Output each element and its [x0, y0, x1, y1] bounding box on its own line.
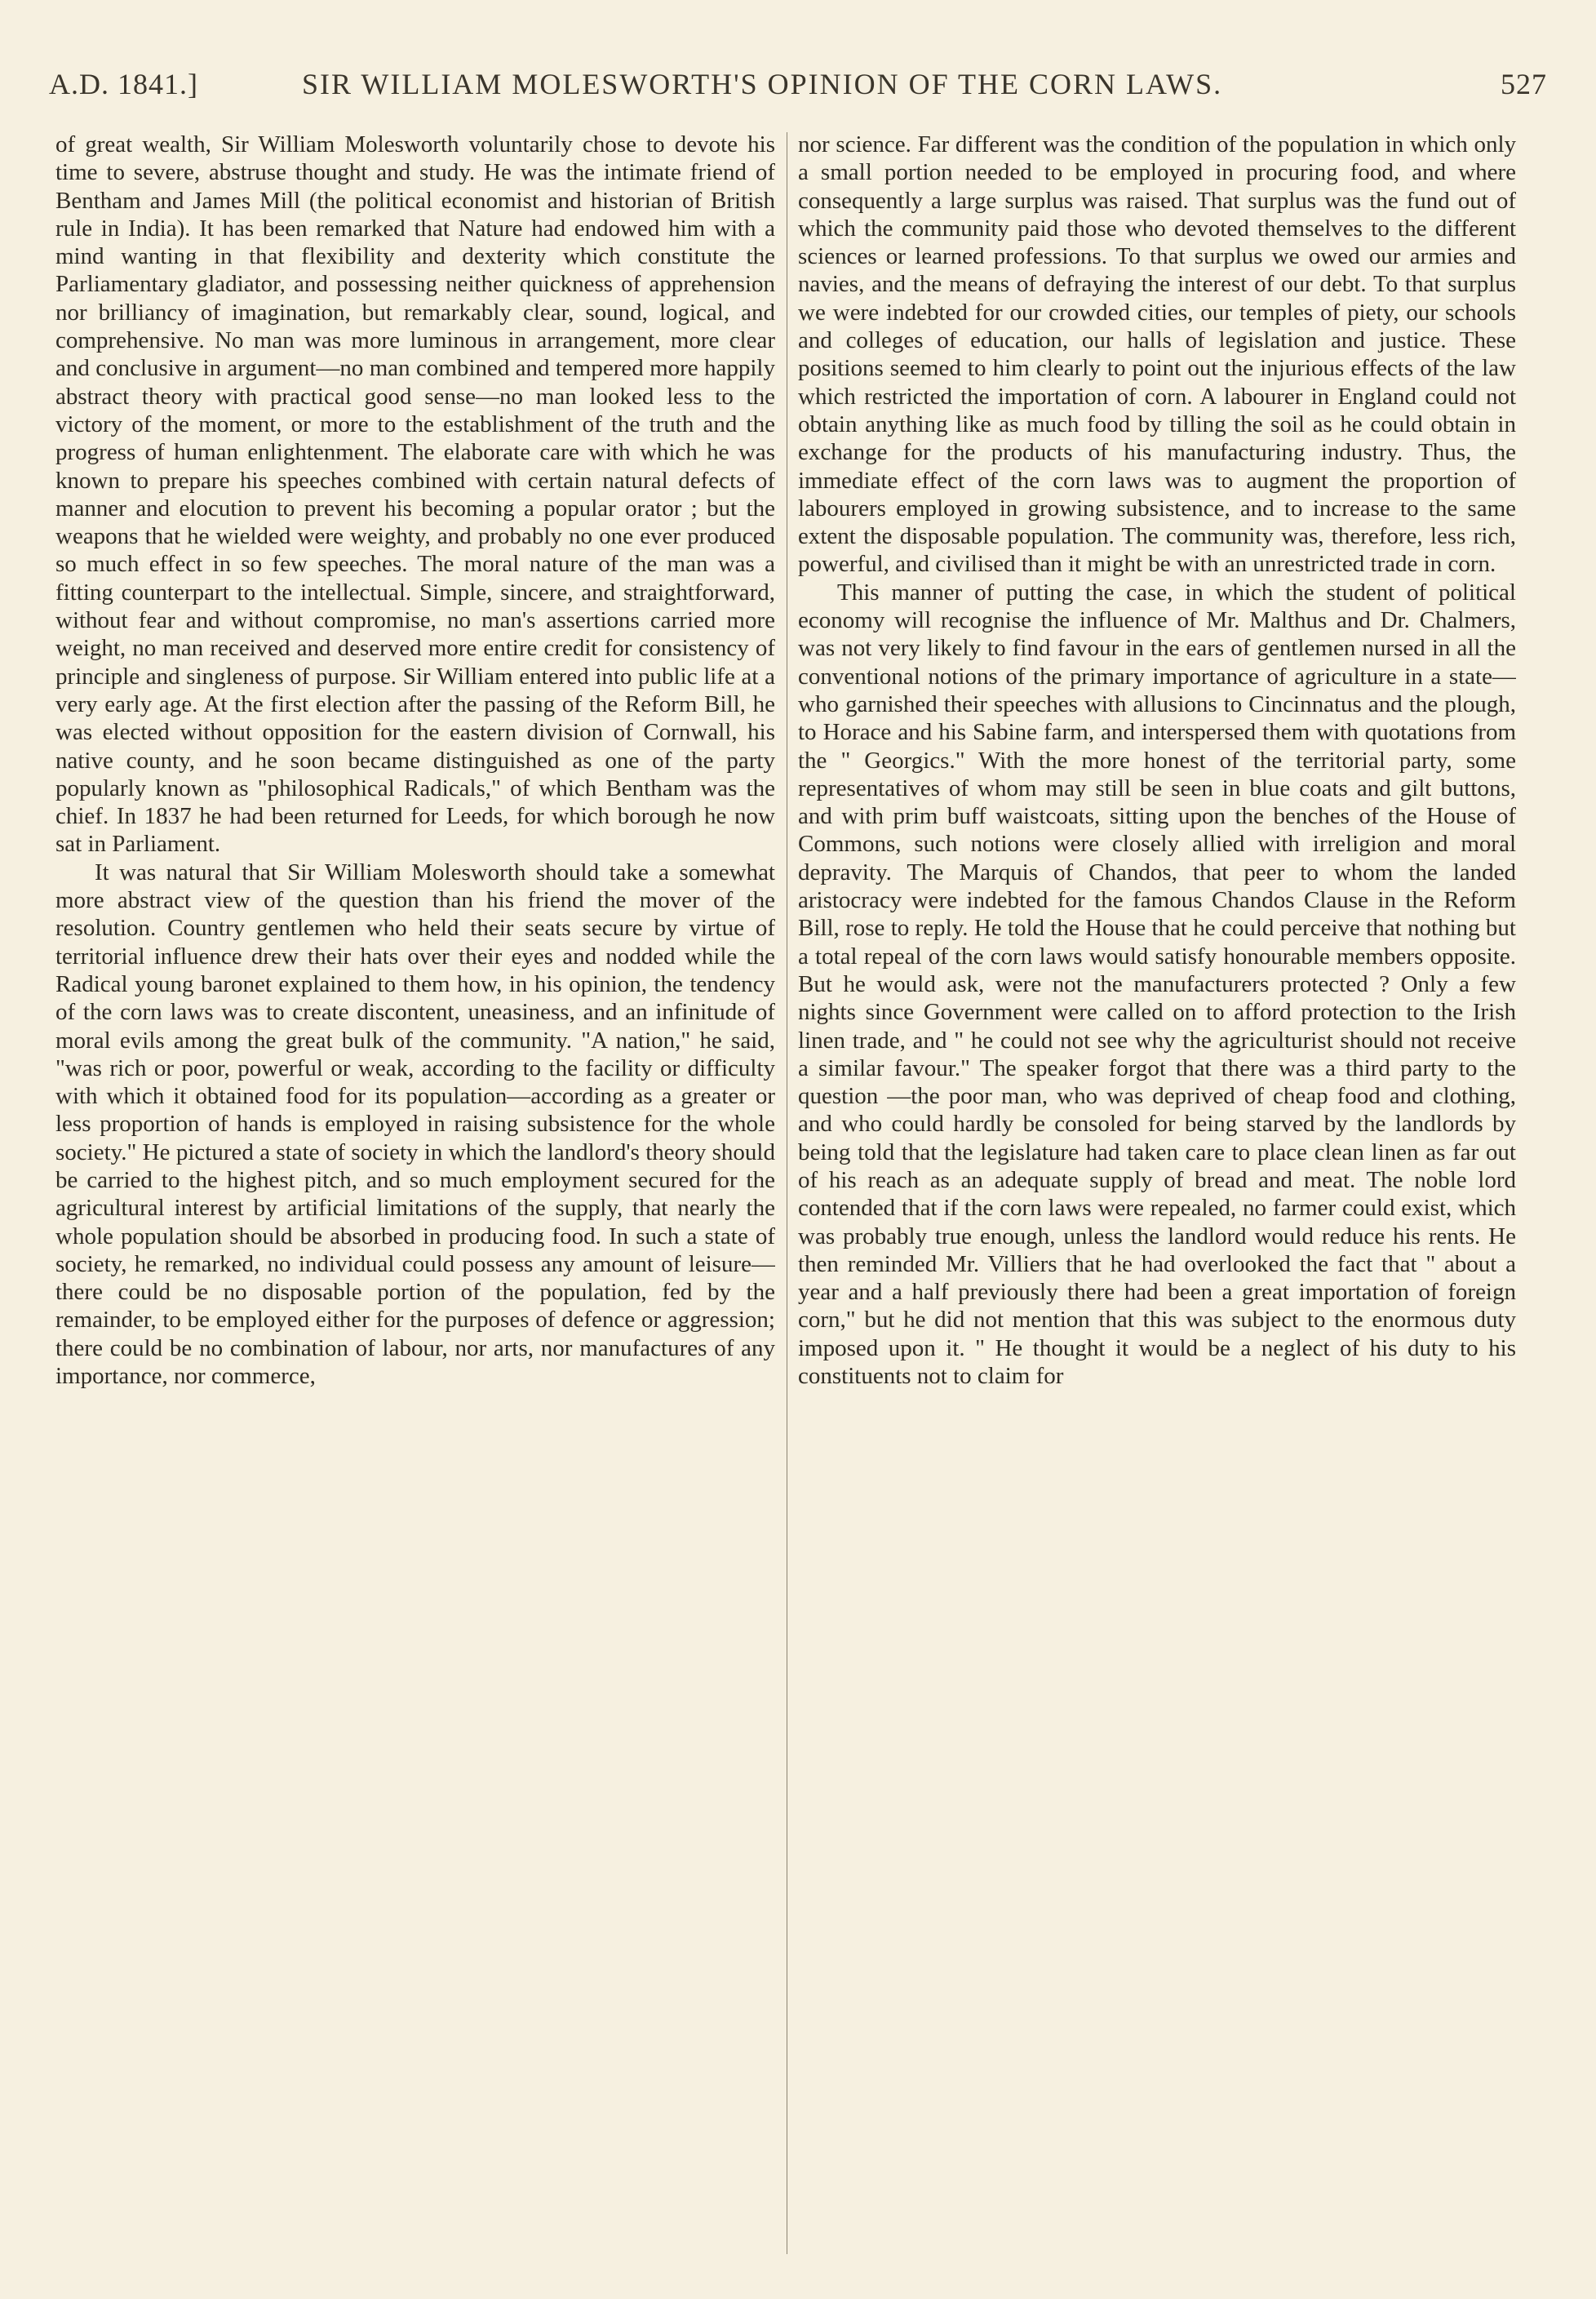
right-paragraph-1: nor science. Far different was the condition of the population in which only a small portion needed to be employed in procuring food, and where consequently a large surplus was raised. That surplus was the fund out of which the community paid those who devoted themselves to the different sciences or learned professions. To that surplus we owed our armies and navies, and the means of defraying the interest of our debt. To that surplus we were indebted for our crowded cities, our temples of piety, our schools and colleges of education, our halls of legislation and justice. These positions seemed to him clearly to point out the injurious effects of the law which restricted the importation of corn. A labourer in England could not obtain anything like as much food by tilling the soil as he could obtain in exchange for the products of his manufacturing industry. Thus, the immediate effect of the corn laws was to augment the proportion of labourers employed in growing subsistence, and to increase to the same extent the disposable population. The community was, therefore, less rich, powerful, and civilised than it might be with an unrestricted trade in corn.	[798, 131, 1516, 578]
right-column	[798, 131, 1516, 2252]
left-paragraph-2: It was natural that Sir William Molesworth should take a somewhat more abstract view of the question than his friend the mover of the resolution. Country gentlemen who held their seats secure by virtue of territorial influence drew their hats over their eyes and nodded while the Radical young baronet explained to them how, in his opinion, the tendency of the corn laws was to create discontent, uneasiness, and an infinitude of moral evils among the great bulk of the community. "A nation," he said, "was rich or poor, powerful or weak, according to the facility or difficulty with which it obtained food for its population—according as a greater or less proportion of hands is employed in raising subsistence for the whole society." He pictured a state of society in which the landlord's theory should be carried to the highest pitch, and so much employment secured for the agricultural interest by artificial limitations of the supply, that nearly the whole population should be absorbed in producing food. In such a state of society, he remarked, no individual could possess any amount of leisure—there could be no disposable portion of the population, fed by the remainder, to be employed either for the purposes of defence or aggression; there could be no combination of labour, nor arts, nor manufactures of any importance, nor commerce,	[55, 859, 775, 1390]
running-header	[49, 67, 1547, 116]
left-paragraph-1: of great wealth, Sir William Molesworth voluntarily chose to devote his time to severe, abstruse thought and study. He was the intimate friend of Bentham and James Mill (the political economist and historian of British rule in India). It has been remarked that Nature had endowed him with a mind wanting in that flexibility and dexterity which constitute the Parliamentary gladiator, and possessing neither quickness of apprehension nor brilliancy of imagination, but remarkably clear, sound, logical, and comprehensive. No man was more luminous in arrangement, more clear and conclusive in argument—no man combined and tempered more happily abstract theory with practical good sense—no man looked less to the victory of the moment, or more to the establishment of the truth and the progress of human enlightenment. The elaborate care with which he was known to prepare his speeches combined with certain natural defects of manner and elocution to prevent his becoming a popular orator ; but the weapons that he wielded were weighty, and probably no one ever produced so much effect in so few speeches. The moral nature of the man was a fitting counterpart to the intellectual. Simple, sincere, and straightforward, without fear and without compromise, no man's assertions carried more weight, no man received and deserved more entire credit for consistency of principle and singleness of purpose. Sir William entered into public life at a very early age. At the first election after the passing of the Reform Bill, he was elected without opposition for the eastern division of Cornwall, his native county, and he soon became distinguished as one of the party popularly known as "philosophical Radicals," of which Bentham was the chief. In 1837 he had been returned for Leeds, for which borough he now sat in Parliament.	[55, 131, 775, 858]
left-column	[55, 131, 775, 2252]
right-paragraph-2: This manner of putting the case, in which the student of political economy will recognise the influence of Mr. Malthus and Dr. Chalmers, was not very likely to find favour in the ears of gentlemen nursed in all the conventional notions of the primary importance of agriculture in a state—who garnished their speeches with allusions to Cincinnatus and the plough, to Horace and his Sabine farm, and interspersed them with quotations from the " Georgics." With the more honest of the territorial party, some representatives of whom may still be seen in blue coats and gilt buttons, and with prim buff waistcoats, sitting upon the benches of the House of Commons, such notions were closely allied with irreligion and moral depravity. The Marquis of Chandos, that peer to whom the landed aristocracy were indebted for the famous Chandos Clause in the Reform Bill, rose to reply. He told the House that he could perceive that nothing but a total repeal of the corn laws would satisfy honourable members opposite. But he would ask, were not the manufacturers protected ? Only a few nights since Government were called on to afford protection to the Irish linen trade, and " he could not see why the agriculturist should not receive a similar favour." The speaker forgot that there was a third party to the question —the poor man, who was deprived of cheap food and clothing, and who could hardly be consoled for being starved by the landlords by being told that the legislature had taken care to place clean linen as far out of his reach as an adequate supply of bread and meat. The noble lord contended that if the corn laws were repealed, no farmer could exist, which was probably true enough, unless the landlord would reduce his rents. He then reminded Mr. Villiers that he had overlooked the fact that " about a year and a half previously there had been a great importation of foreign corn," but he did not mention that this was subject to the enormous duty imposed upon it. " He thought it would be a neglect of his duty to his constituents not to claim for	[798, 579, 1516, 1390]
page-number: 527	[1501, 68, 1547, 100]
header-title: SIR WILLIAM MOLESWORTH'S OPINION OF THE CORN LAWS.	[302, 68, 1223, 100]
header-date: A.D. 1841.]	[49, 68, 198, 100]
